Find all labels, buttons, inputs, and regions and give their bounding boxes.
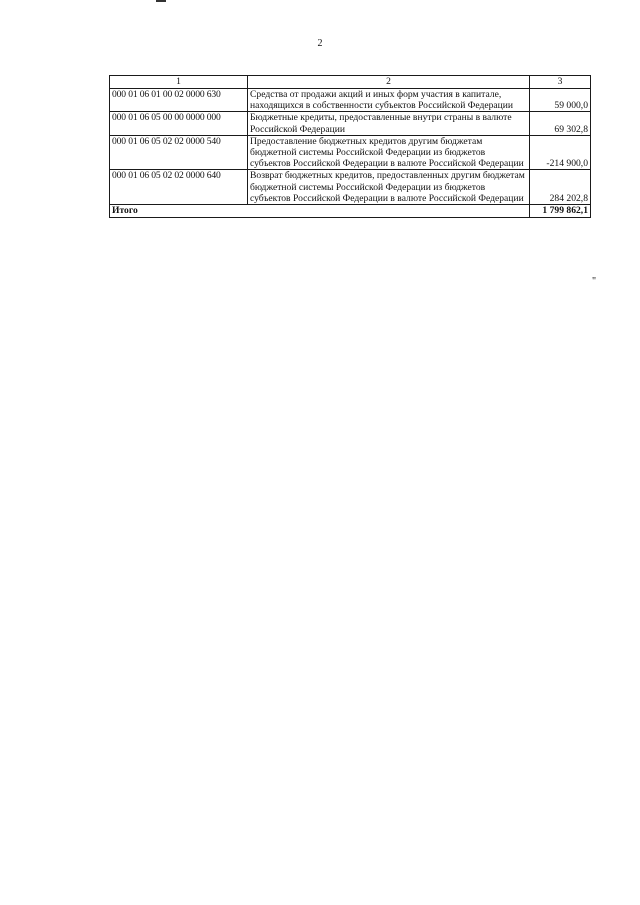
column-header: 2 bbox=[248, 76, 530, 89]
row-amount: 59 000,0 bbox=[530, 89, 591, 112]
column-header: 3 bbox=[530, 76, 591, 89]
scan-mark bbox=[156, 0, 166, 2]
budget-code: 000 01 06 01 00 02 0000 630 bbox=[110, 89, 248, 112]
budget-code: 000 01 06 05 02 02 0000 640 bbox=[110, 170, 248, 205]
budget-code: 000 01 06 05 00 00 0000 000 bbox=[110, 112, 248, 135]
total-label: Итого bbox=[110, 205, 530, 218]
total-row bbox=[110, 205, 591, 218]
row-amount: -214 900,0 bbox=[530, 135, 591, 170]
row-description: Средства от продажи акций и иных форм участия в капитале, находящихся в собственности субъектов Российской Федерации bbox=[248, 89, 530, 112]
table-row bbox=[110, 89, 591, 112]
table-row bbox=[110, 112, 591, 135]
page-number: 2 bbox=[317, 38, 323, 49]
row-description: Предоставление бюджетных кредитов другим бюджетам бюджетной системы Российской Федерации из бюджетов субъектов Российской Федерации в валюте Российской Федерации bbox=[248, 135, 530, 170]
table-header-row bbox=[110, 76, 591, 89]
budget-sources-table bbox=[109, 75, 591, 218]
table-row bbox=[110, 135, 591, 170]
budget-code: 000 01 06 05 02 02 0000 540 bbox=[110, 135, 248, 170]
column-header: 1 bbox=[110, 76, 248, 89]
row-amount: 69 302,8 bbox=[530, 112, 591, 135]
row-amount: 284 202,8 bbox=[530, 170, 591, 205]
table-row bbox=[110, 170, 591, 205]
total-amount: 1 799 862,1 bbox=[530, 205, 591, 218]
closing-quote-mark: " bbox=[592, 276, 597, 287]
row-description: Возврат бюджетных кредитов, предоставленных другим бюджетам бюджетной системы Российской Федерации из бюджетов субъектов Российской Федерации в валюте Российской Федерации bbox=[248, 170, 530, 205]
row-description: Бюджетные кредиты, предоставленные внутри страны в валюте Российской Федерации bbox=[248, 112, 530, 135]
